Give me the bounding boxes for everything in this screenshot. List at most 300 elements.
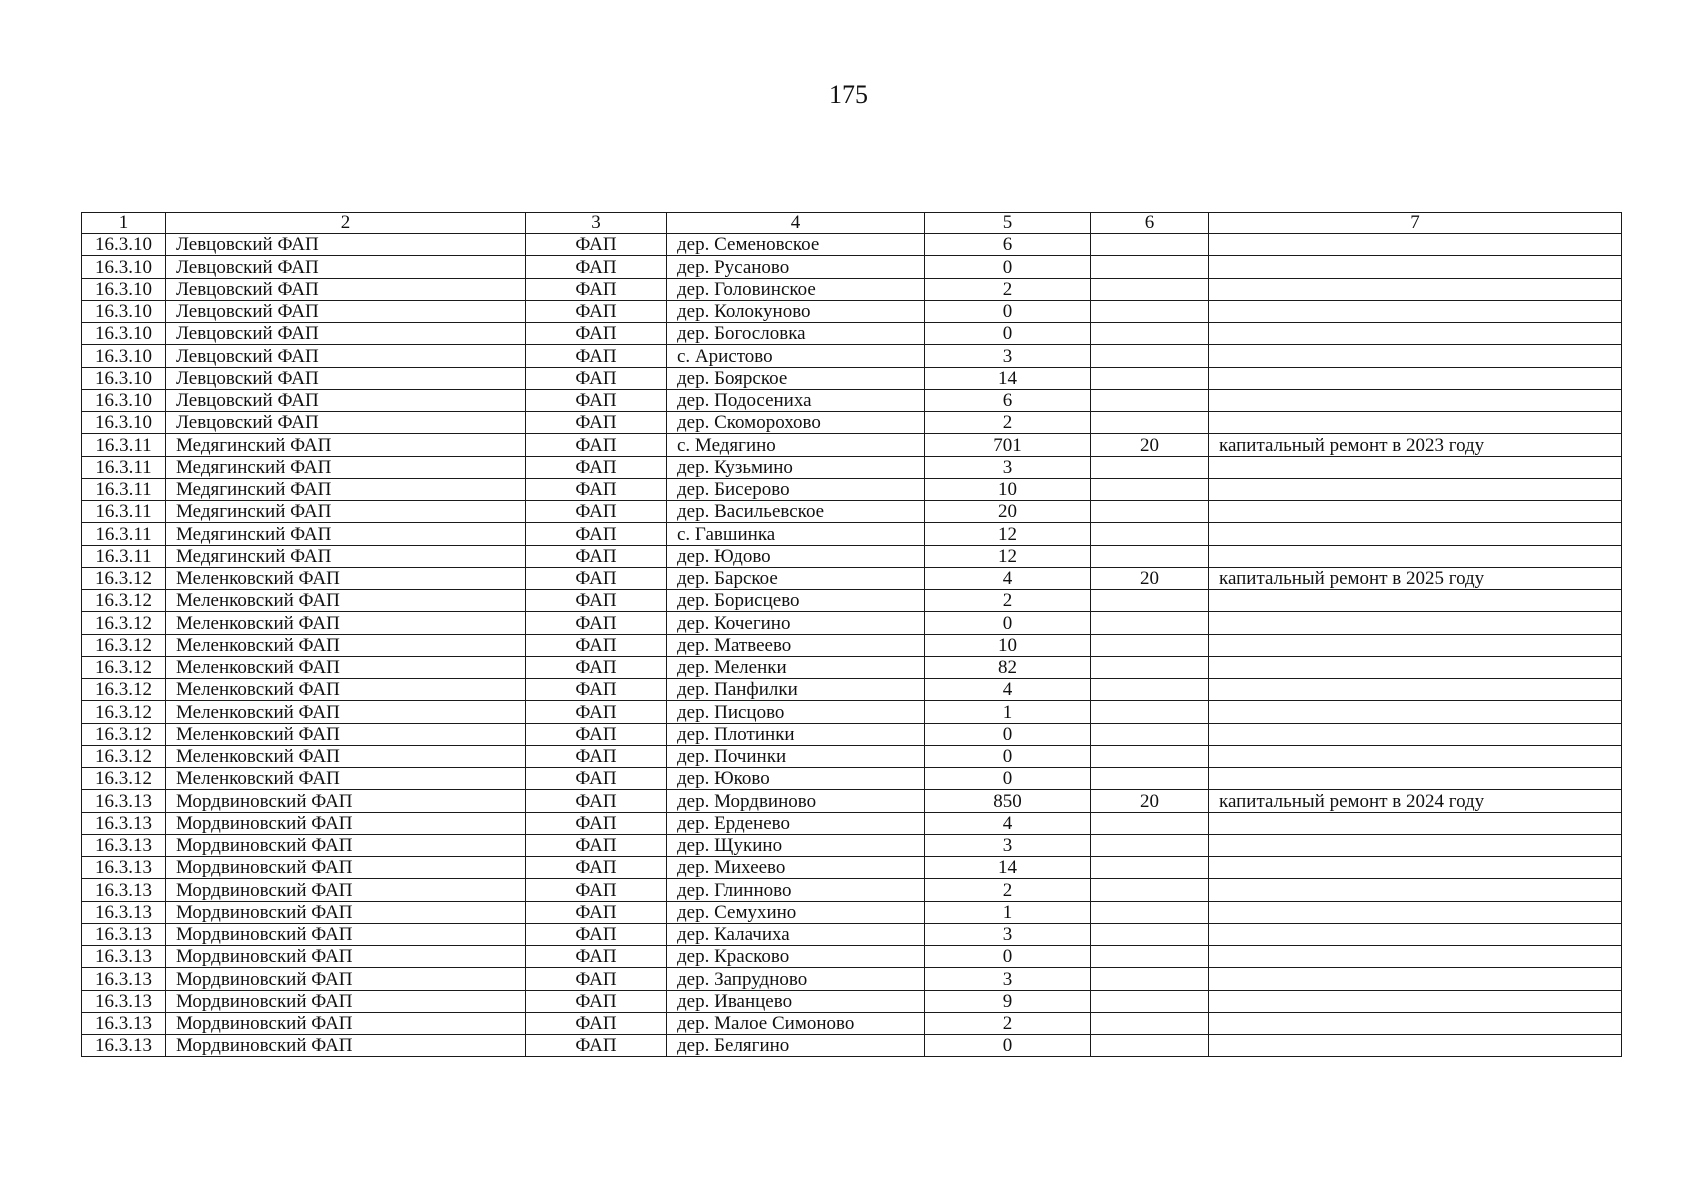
cell-note — [1209, 523, 1622, 545]
cell-settlement: дер. Юдово — [667, 545, 925, 567]
cell-settlement: дер. Глинново — [667, 879, 925, 901]
cell-settlement: дер. Щукино — [667, 834, 925, 856]
cell-settlement: дер. Кочегино — [667, 612, 925, 634]
table-row — [82, 523, 1622, 545]
table-row — [82, 300, 1622, 322]
table-body — [82, 213, 1622, 1057]
cell-value-6 — [1091, 857, 1209, 879]
cell-settlement: дер. Иванцево — [667, 990, 925, 1012]
cell-facility-name: Медягинский ФАП — [166, 501, 526, 523]
cell-value-6: 20 — [1091, 567, 1209, 589]
cell-note — [1209, 745, 1622, 767]
cell-value-6 — [1091, 345, 1209, 367]
cell-facility-type: ФАП — [526, 300, 667, 322]
cell-facility-name: Мордвиновский ФАП — [166, 879, 526, 901]
cell-note — [1209, 478, 1622, 500]
table-row — [82, 456, 1622, 478]
cell-note — [1209, 968, 1622, 990]
cell-number: 16.3.10 — [82, 256, 166, 278]
cell-value-6 — [1091, 256, 1209, 278]
cell-settlement: дер. Скоморохово — [667, 412, 925, 434]
cell-value-6 — [1091, 590, 1209, 612]
cell-value-6 — [1091, 389, 1209, 411]
page-number: 175 — [829, 80, 868, 109]
cell-note — [1209, 389, 1622, 411]
cell-facility-type: ФАП — [526, 367, 667, 389]
cell-value-6 — [1091, 1012, 1209, 1034]
cell-note — [1209, 768, 1622, 790]
cell-note — [1209, 656, 1622, 678]
cell-facility-type: ФАП — [526, 656, 667, 678]
cell-note — [1209, 857, 1622, 879]
table-row — [82, 545, 1622, 567]
cell-facility-name: Мордвиновский ФАП — [166, 901, 526, 923]
cell-number: 16.3.12 — [82, 590, 166, 612]
table-row — [82, 389, 1622, 411]
cell-facility-type: ФАП — [526, 323, 667, 345]
cell-number: 16.3.13 — [82, 812, 166, 834]
cell-number: 16.3.12 — [82, 768, 166, 790]
cell-number: 16.3.10 — [82, 389, 166, 411]
table-row — [82, 1012, 1622, 1034]
cell-facility-type: ФАП — [526, 812, 667, 834]
cell-facility-type: ФАП — [526, 879, 667, 901]
cell-value-5: 0 — [925, 256, 1091, 278]
cell-settlement: дер. Меленки — [667, 656, 925, 678]
cell-value-5: 14 — [925, 367, 1091, 389]
cell-value-5: 0 — [925, 723, 1091, 745]
cell-facility-name: Левцовский ФАП — [166, 234, 526, 256]
cell-number: 16.3.13 — [82, 1012, 166, 1034]
cell-value-5: 6 — [925, 234, 1091, 256]
cell-value-6 — [1091, 634, 1209, 656]
cell-facility-name: Левцовский ФАП — [166, 367, 526, 389]
cell-value-6 — [1091, 679, 1209, 701]
cell-value-6 — [1091, 456, 1209, 478]
cell-value-5: 3 — [925, 345, 1091, 367]
cell-facility-name: Меленковский ФАП — [166, 612, 526, 634]
cell-note — [1209, 834, 1622, 856]
cell-facility-type: ФАП — [526, 590, 667, 612]
cell-number: 16.3.13 — [82, 857, 166, 879]
cell-facility-name: Медягинский ФАП — [166, 478, 526, 500]
cell-settlement: дер. Писцово — [667, 701, 925, 723]
cell-facility-name: Медягинский ФАП — [166, 523, 526, 545]
cell-value-6 — [1091, 768, 1209, 790]
table-row — [82, 323, 1622, 345]
cell-note — [1209, 612, 1622, 634]
cell-number: 16.3.11 — [82, 501, 166, 523]
cell-value-5: 701 — [925, 434, 1091, 456]
cell-number: 16.3.13 — [82, 923, 166, 945]
cell-value-6 — [1091, 1035, 1209, 1057]
cell-settlement: дер. Панфилки — [667, 679, 925, 701]
cell-note: капитальный ремонт в 2024 году — [1209, 790, 1622, 812]
cell-value-6 — [1091, 656, 1209, 678]
table-row — [82, 656, 1622, 678]
cell-number: 16.3.11 — [82, 523, 166, 545]
cell-settlement: дер. Плотинки — [667, 723, 925, 745]
cell-value-5: 14 — [925, 857, 1091, 879]
cell-facility-name: Мордвиновский ФАП — [166, 990, 526, 1012]
cell-value-5: 0 — [925, 300, 1091, 322]
cell-facility-type: ФАП — [526, 234, 667, 256]
cell-facility-type: ФАП — [526, 634, 667, 656]
cell-number: 16.3.10 — [82, 323, 166, 345]
cell-facility-name: Мордвиновский ФАП — [166, 812, 526, 834]
cell-value-6 — [1091, 812, 1209, 834]
cell-value-5: 0 — [925, 612, 1091, 634]
cell-note — [1209, 946, 1622, 968]
cell-facility-type: ФАП — [526, 389, 667, 411]
cell-number: 16.3.10 — [82, 300, 166, 322]
cell-number: 16.3.12 — [82, 612, 166, 634]
cell-value-5: 10 — [925, 634, 1091, 656]
cell-settlement: дер. Красково — [667, 946, 925, 968]
cell-value-6 — [1091, 946, 1209, 968]
table-row — [82, 345, 1622, 367]
cell-value-5: 0 — [925, 768, 1091, 790]
table-header-row — [82, 213, 1622, 234]
cell-note — [1209, 456, 1622, 478]
cell-number: 16.3.13 — [82, 990, 166, 1012]
cell-note — [1209, 990, 1622, 1012]
cell-note: капитальный ремонт в 2025 году — [1209, 567, 1622, 589]
cell-value-5: 3 — [925, 923, 1091, 945]
cell-facility-type: ФАП — [526, 256, 667, 278]
cell-settlement: дер. Русаново — [667, 256, 925, 278]
cell-value-5: 0 — [925, 1035, 1091, 1057]
cell-facility-type: ФАП — [526, 723, 667, 745]
cell-facility-name: Мордвиновский ФАП — [166, 857, 526, 879]
cell-value-6 — [1091, 923, 1209, 945]
column-header-5: 5 — [925, 213, 1091, 234]
cell-settlement: дер. Ерденево — [667, 812, 925, 834]
cell-facility-type: ФАП — [526, 567, 667, 589]
cell-note — [1209, 345, 1622, 367]
cell-facility-type: ФАП — [526, 790, 667, 812]
cell-number: 16.3.12 — [82, 745, 166, 767]
cell-note — [1209, 300, 1622, 322]
cell-facility-type: ФАП — [526, 1012, 667, 1034]
cell-value-5: 3 — [925, 456, 1091, 478]
cell-settlement: дер. Богословка — [667, 323, 925, 345]
cell-note — [1209, 278, 1622, 300]
table-row — [82, 790, 1622, 812]
cell-facility-name: Меленковский ФАП — [166, 723, 526, 745]
table-row — [82, 968, 1622, 990]
cell-value-5: 2 — [925, 412, 1091, 434]
cell-settlement: с. Гавшинка — [667, 523, 925, 545]
cell-settlement: дер. Подосениха — [667, 389, 925, 411]
cell-facility-type: ФАП — [526, 478, 667, 500]
cell-value-6 — [1091, 323, 1209, 345]
cell-facility-name: Медягинский ФАП — [166, 456, 526, 478]
cell-facility-type: ФАП — [526, 834, 667, 856]
cell-facility-type: ФАП — [526, 679, 667, 701]
cell-note — [1209, 1012, 1622, 1034]
cell-value-5: 4 — [925, 812, 1091, 834]
cell-settlement: дер. Михеево — [667, 857, 925, 879]
cell-value-5: 3 — [925, 834, 1091, 856]
cell-note — [1209, 256, 1622, 278]
table-row — [82, 679, 1622, 701]
cell-facility-name: Мордвиновский ФАП — [166, 834, 526, 856]
cell-facility-name: Мордвиновский ФАП — [166, 946, 526, 968]
cell-number: 16.3.11 — [82, 478, 166, 500]
cell-facility-name: Мордвиновский ФАП — [166, 1035, 526, 1057]
cell-note — [1209, 812, 1622, 834]
cell-facility-name: Меленковский ФАП — [166, 679, 526, 701]
table-row — [82, 834, 1622, 856]
cell-settlement: дер. Головинское — [667, 278, 925, 300]
table-row — [82, 256, 1622, 278]
cell-value-6 — [1091, 523, 1209, 545]
cell-facility-type: ФАП — [526, 768, 667, 790]
cell-value-6 — [1091, 501, 1209, 523]
table-row — [82, 412, 1622, 434]
cell-number: 16.3.13 — [82, 790, 166, 812]
cell-facility-name: Меленковский ФАП — [166, 634, 526, 656]
cell-facility-name: Медягинский ФАП — [166, 434, 526, 456]
cell-value-5: 2 — [925, 278, 1091, 300]
cell-value-5: 12 — [925, 523, 1091, 545]
table-row — [82, 478, 1622, 500]
cell-number: 16.3.10 — [82, 412, 166, 434]
cell-value-5: 0 — [925, 946, 1091, 968]
cell-note — [1209, 234, 1622, 256]
cell-number: 16.3.12 — [82, 723, 166, 745]
cell-note: капитальный ремонт в 2023 году — [1209, 434, 1622, 456]
cell-number: 16.3.12 — [82, 679, 166, 701]
cell-number: 16.3.10 — [82, 367, 166, 389]
table-row — [82, 567, 1622, 589]
cell-facility-type: ФАП — [526, 923, 667, 945]
cell-facility-name: Мордвиновский ФАП — [166, 968, 526, 990]
cell-value-5: 1 — [925, 901, 1091, 923]
cell-facility-name: Левцовский ФАП — [166, 300, 526, 322]
cell-settlement: дер. Починки — [667, 745, 925, 767]
cell-note — [1209, 634, 1622, 656]
cell-facility-type: ФАП — [526, 701, 667, 723]
cell-value-5: 82 — [925, 656, 1091, 678]
cell-note — [1209, 879, 1622, 901]
cell-facility-type: ФАП — [526, 612, 667, 634]
cell-facility-name: Левцовский ФАП — [166, 345, 526, 367]
table-row — [82, 946, 1622, 968]
cell-value-6 — [1091, 990, 1209, 1012]
cell-facility-type: ФАП — [526, 857, 667, 879]
cell-settlement: дер. Матвеево — [667, 634, 925, 656]
cell-facility-name: Меленковский ФАП — [166, 590, 526, 612]
cell-number: 16.3.11 — [82, 456, 166, 478]
table-row — [82, 367, 1622, 389]
cell-facility-name: Медягинский ФАП — [166, 545, 526, 567]
cell-value-6 — [1091, 745, 1209, 767]
cell-settlement: дер. Борисцево — [667, 590, 925, 612]
cell-number: 16.3.12 — [82, 701, 166, 723]
table-row — [82, 879, 1622, 901]
table-row — [82, 634, 1622, 656]
cell-facility-type: ФАП — [526, 545, 667, 567]
table-row — [82, 434, 1622, 456]
cell-value-6 — [1091, 701, 1209, 723]
cell-facility-name: Мордвиновский ФАП — [166, 1012, 526, 1034]
cell-settlement: дер. Бисерово — [667, 478, 925, 500]
cell-value-5: 1 — [925, 701, 1091, 723]
cell-facility-type: ФАП — [526, 523, 667, 545]
cell-note — [1209, 545, 1622, 567]
cell-value-6 — [1091, 478, 1209, 500]
cell-facility-name: Левцовский ФАП — [166, 323, 526, 345]
cell-note — [1209, 679, 1622, 701]
cell-note — [1209, 901, 1622, 923]
cell-value-5: 2 — [925, 879, 1091, 901]
cell-settlement: дер. Белягино — [667, 1035, 925, 1057]
cell-value-5: 10 — [925, 478, 1091, 500]
cell-value-6 — [1091, 367, 1209, 389]
cell-number: 16.3.13 — [82, 901, 166, 923]
cell-settlement: дер. Малое Симоново — [667, 1012, 925, 1034]
column-header-3: 3 — [526, 213, 667, 234]
cell-number: 16.3.10 — [82, 234, 166, 256]
cell-note — [1209, 323, 1622, 345]
cell-value-6 — [1091, 234, 1209, 256]
cell-facility-name: Меленковский ФАП — [166, 656, 526, 678]
cell-settlement: дер. Юково — [667, 768, 925, 790]
cell-facility-name: Левцовский ФАП — [166, 389, 526, 411]
cell-value-5: 2 — [925, 590, 1091, 612]
facility-table — [81, 212, 1622, 1057]
cell-settlement: дер. Запрудново — [667, 968, 925, 990]
cell-number: 16.3.13 — [82, 968, 166, 990]
cell-value-6: 20 — [1091, 790, 1209, 812]
cell-settlement: дер. Колокуново — [667, 300, 925, 322]
cell-value-6 — [1091, 612, 1209, 634]
cell-number: 16.3.11 — [82, 545, 166, 567]
cell-facility-name: Меленковский ФАП — [166, 768, 526, 790]
table-row — [82, 923, 1622, 945]
cell-settlement: дер. Калачиха — [667, 923, 925, 945]
cell-facility-name: Левцовский ФАП — [166, 412, 526, 434]
cell-value-6 — [1091, 834, 1209, 856]
table-row — [82, 590, 1622, 612]
cell-number: 16.3.12 — [82, 656, 166, 678]
table-row — [82, 901, 1622, 923]
cell-settlement: дер. Боярское — [667, 367, 925, 389]
cell-value-5: 12 — [925, 545, 1091, 567]
cell-note — [1209, 367, 1622, 389]
cell-facility-name: Меленковский ФАП — [166, 701, 526, 723]
table-row — [82, 857, 1622, 879]
cell-settlement: дер. Семеновское — [667, 234, 925, 256]
column-header-7: 7 — [1209, 213, 1622, 234]
cell-note — [1209, 923, 1622, 945]
cell-number: 16.3.12 — [82, 634, 166, 656]
table-row — [82, 701, 1622, 723]
cell-value-5: 3 — [925, 968, 1091, 990]
cell-value-5: 20 — [925, 501, 1091, 523]
table-row — [82, 768, 1622, 790]
cell-settlement: дер. Мордвиново — [667, 790, 925, 812]
cell-facility-name: Мордвиновский ФАП — [166, 923, 526, 945]
cell-value-5: 9 — [925, 990, 1091, 1012]
table-row — [82, 812, 1622, 834]
cell-number: 16.3.13 — [82, 834, 166, 856]
cell-settlement: дер. Семухино — [667, 901, 925, 923]
cell-value-6 — [1091, 545, 1209, 567]
cell-value-5: 2 — [925, 1012, 1091, 1034]
cell-facility-type: ФАП — [526, 901, 667, 923]
cell-number: 16.3.13 — [82, 1035, 166, 1057]
cell-value-6 — [1091, 879, 1209, 901]
cell-facility-type: ФАП — [526, 745, 667, 767]
table-row — [82, 990, 1622, 1012]
cell-facility-type: ФАП — [526, 456, 667, 478]
cell-settlement: дер. Барское — [667, 567, 925, 589]
cell-facility-type: ФАП — [526, 434, 667, 456]
cell-facility-type: ФАП — [526, 990, 667, 1012]
table-row — [82, 234, 1622, 256]
table-row — [82, 278, 1622, 300]
cell-value-5: 4 — [925, 567, 1091, 589]
cell-facility-type: ФАП — [526, 278, 667, 300]
cell-facility-type: ФАП — [526, 345, 667, 367]
column-header-6: 6 — [1091, 213, 1209, 234]
table-row — [82, 501, 1622, 523]
cell-facility-type: ФАП — [526, 946, 667, 968]
cell-value-6 — [1091, 968, 1209, 990]
cell-number: 16.3.12 — [82, 567, 166, 589]
cell-settlement: с. Медягино — [667, 434, 925, 456]
cell-note — [1209, 501, 1622, 523]
cell-note — [1209, 412, 1622, 434]
cell-facility-type: ФАП — [526, 412, 667, 434]
cell-number: 16.3.10 — [82, 345, 166, 367]
table-row — [82, 1035, 1622, 1057]
cell-facility-name: Меленковский ФАП — [166, 567, 526, 589]
cell-number: 16.3.11 — [82, 434, 166, 456]
table-row — [82, 745, 1622, 767]
cell-settlement: с. Аристово — [667, 345, 925, 367]
cell-settlement: дер. Васильевское — [667, 501, 925, 523]
cell-value-6 — [1091, 412, 1209, 434]
cell-value-6 — [1091, 901, 1209, 923]
cell-value-5: 6 — [925, 389, 1091, 411]
cell-value-5: 0 — [925, 323, 1091, 345]
column-header-4: 4 — [667, 213, 925, 234]
cell-facility-name: Левцовский ФАП — [166, 278, 526, 300]
cell-value-6: 20 — [1091, 434, 1209, 456]
cell-note — [1209, 590, 1622, 612]
cell-value-5: 0 — [925, 745, 1091, 767]
cell-value-6 — [1091, 300, 1209, 322]
cell-value-5: 4 — [925, 679, 1091, 701]
cell-facility-type: ФАП — [526, 1035, 667, 1057]
cell-note — [1209, 723, 1622, 745]
cell-value-5: 850 — [925, 790, 1091, 812]
column-header-2: 2 — [166, 213, 526, 234]
cell-settlement: дер. Кузьмино — [667, 456, 925, 478]
cell-value-6 — [1091, 723, 1209, 745]
cell-facility-type: ФАП — [526, 501, 667, 523]
cell-note — [1209, 701, 1622, 723]
cell-facility-type: ФАП — [526, 968, 667, 990]
cell-note — [1209, 1035, 1622, 1057]
cell-facility-name: Мордвиновский ФАП — [166, 790, 526, 812]
cell-facility-name: Меленковский ФАП — [166, 745, 526, 767]
table-row — [82, 723, 1622, 745]
